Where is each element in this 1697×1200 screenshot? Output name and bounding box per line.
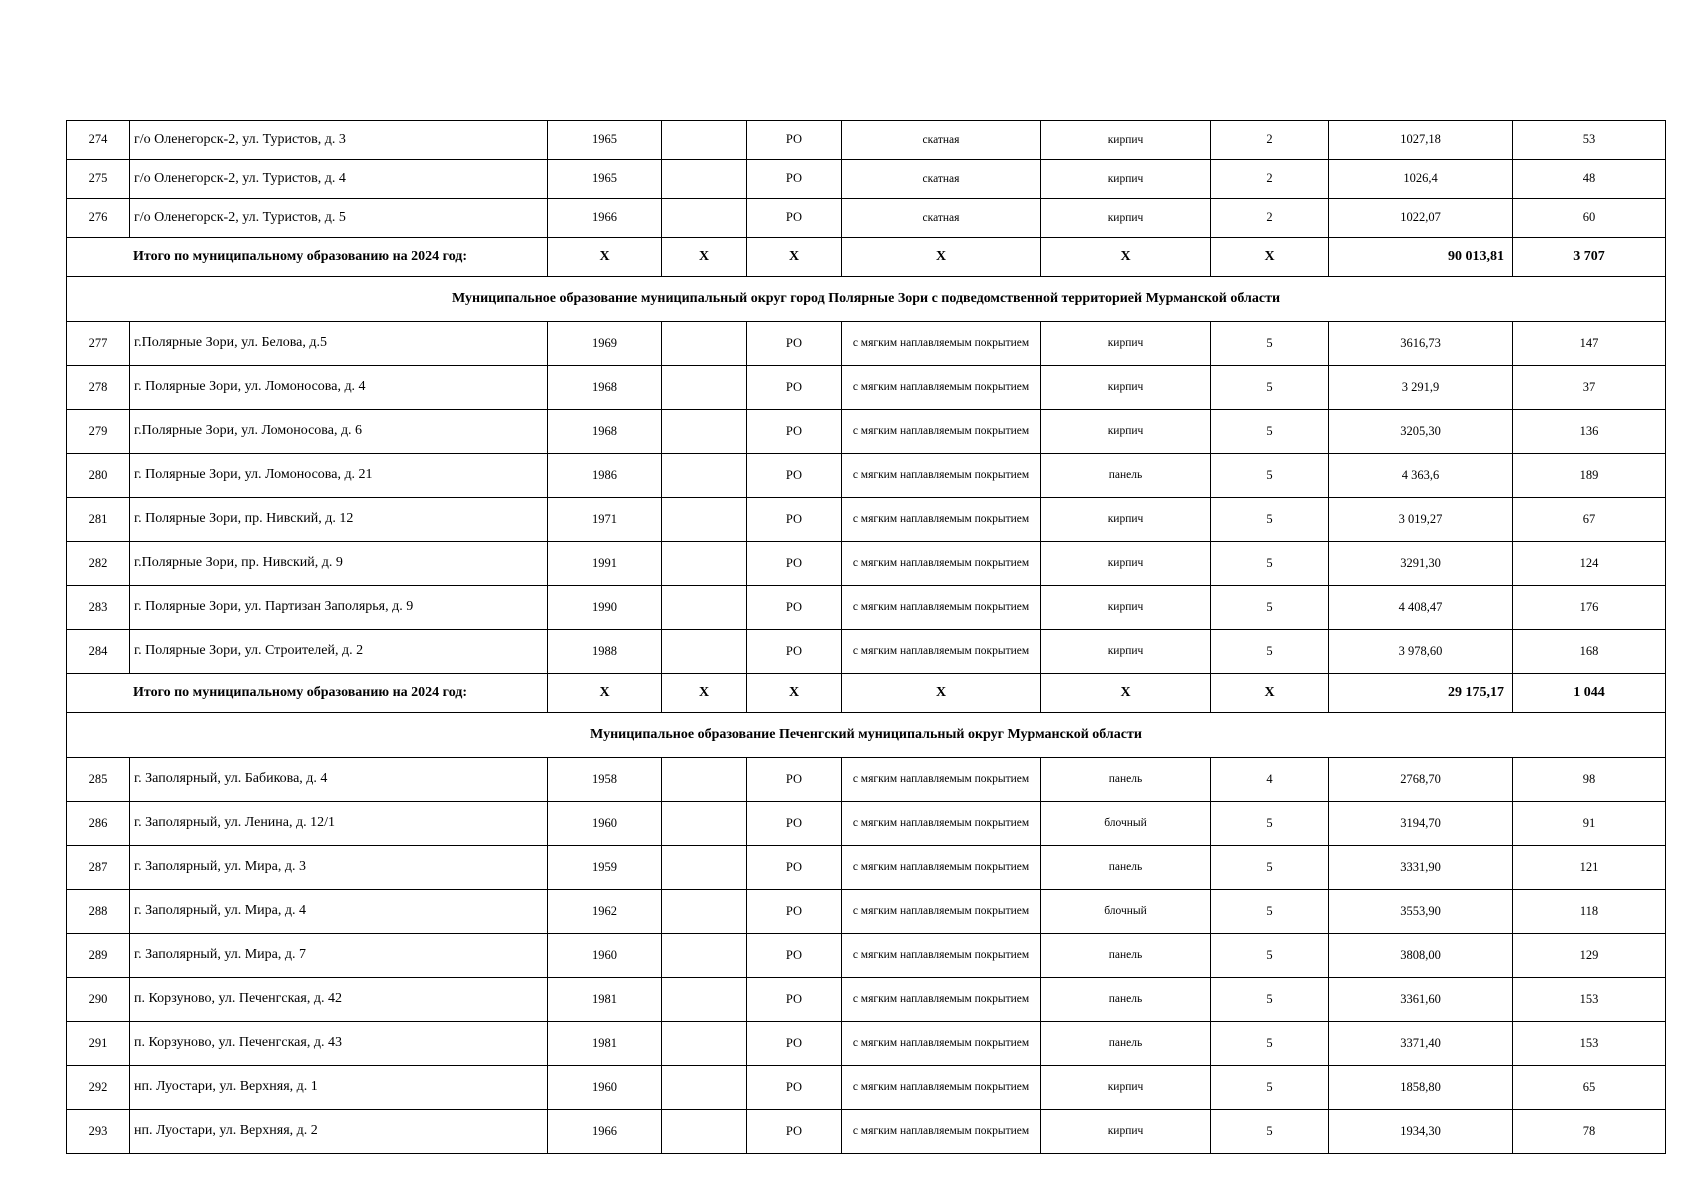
row-number-cell: 280 <box>67 454 130 498</box>
method-cell: РО <box>747 802 842 846</box>
total-area-cell: 90 013,81 <box>1329 238 1513 277</box>
total-mark-cell: X <box>1041 238 1211 277</box>
wall-material-cell: кирпич <box>1041 630 1211 674</box>
area-cell: 3 291,9 <box>1329 366 1513 410</box>
roof-type-cell: с мягким наплавляемым покрытием <box>842 586 1041 630</box>
total-mark-cell: X <box>662 238 747 277</box>
address-cell: г.Полярные Зори, ул. Белова, д.5 <box>130 322 548 366</box>
empty-cell <box>662 586 747 630</box>
total-mark-cell: X <box>842 238 1041 277</box>
year-cell: 1966 <box>548 1110 662 1154</box>
year-cell: 1959 <box>548 846 662 890</box>
floors-cell: 5 <box>1211 1022 1329 1066</box>
residents-cell: 176 <box>1513 586 1666 630</box>
row-number-cell: 286 <box>67 802 130 846</box>
total-mark-cell: X <box>1041 674 1211 713</box>
floors-cell: 5 <box>1211 802 1329 846</box>
method-cell: РО <box>747 366 842 410</box>
floors-cell: 5 <box>1211 454 1329 498</box>
total-residents-cell: 3 707 <box>1513 238 1666 277</box>
year-cell: 1990 <box>548 586 662 630</box>
wall-material-cell: кирпич <box>1041 586 1211 630</box>
area-cell: 3331,90 <box>1329 846 1513 890</box>
residents-cell: 189 <box>1513 454 1666 498</box>
row-number-cell: 274 <box>67 121 130 160</box>
residents-cell: 153 <box>1513 1022 1666 1066</box>
residents-cell: 53 <box>1513 121 1666 160</box>
roof-type-cell: с мягким наплавляемым покрытием <box>842 542 1041 586</box>
roof-type-cell: скатная <box>842 121 1041 160</box>
roof-type-cell: с мягким наплавляемым покрытием <box>842 1110 1041 1154</box>
empty-cell <box>662 1022 747 1066</box>
roof-type-cell: с мягким наплавляемым покрытием <box>842 454 1041 498</box>
total-mark-cell: X <box>842 674 1041 713</box>
year-cell: 1965 <box>548 121 662 160</box>
address-cell: нп. Луостари, ул. Верхняя, д. 2 <box>130 1110 548 1154</box>
table-row <box>67 542 1666 586</box>
residents-cell: 136 <box>1513 410 1666 454</box>
row-number-cell: 288 <box>67 890 130 934</box>
year-cell: 1988 <box>548 630 662 674</box>
residents-cell: 129 <box>1513 934 1666 978</box>
area-cell: 3291,30 <box>1329 542 1513 586</box>
empty-cell <box>662 322 747 366</box>
empty-cell <box>662 160 747 199</box>
row-number-cell: 279 <box>67 410 130 454</box>
floors-cell: 5 <box>1211 1066 1329 1110</box>
wall-material-cell: панель <box>1041 454 1211 498</box>
area-cell: 3361,60 <box>1329 978 1513 1022</box>
method-cell: РО <box>747 1110 842 1154</box>
wall-material-cell: блочный <box>1041 802 1211 846</box>
table-row <box>67 890 1666 934</box>
floors-cell: 5 <box>1211 890 1329 934</box>
method-cell: РО <box>747 199 842 238</box>
residents-cell: 121 <box>1513 846 1666 890</box>
year-cell: 1971 <box>548 498 662 542</box>
year-cell: 1991 <box>548 542 662 586</box>
row-number-cell: 282 <box>67 542 130 586</box>
address-cell: г/о Оленегорск-2, ул. Туристов, д. 5 <box>130 199 548 238</box>
table-row <box>67 454 1666 498</box>
wall-material-cell: кирпич <box>1041 1066 1211 1110</box>
method-cell: РО <box>747 846 842 890</box>
row-number-cell: 284 <box>67 630 130 674</box>
floors-cell: 5 <box>1211 366 1329 410</box>
method-cell: РО <box>747 890 842 934</box>
empty-cell <box>662 454 747 498</box>
method-cell: РО <box>747 498 842 542</box>
year-cell: 1986 <box>548 454 662 498</box>
total-label: Итого по муниципальному образованию на 2024 год: <box>67 674 548 713</box>
method-cell: РО <box>747 978 842 1022</box>
address-cell: г. Полярные Зори, пр. Нивский, д. 12 <box>130 498 548 542</box>
address-cell: г. Полярные Зори, ул. Строителей, д. 2 <box>130 630 548 674</box>
floors-cell: 5 <box>1211 542 1329 586</box>
wall-material-cell: панель <box>1041 758 1211 802</box>
total-residents-cell: 1 044 <box>1513 674 1666 713</box>
method-cell: РО <box>747 322 842 366</box>
method-cell: РО <box>747 586 842 630</box>
wall-material-cell: панель <box>1041 846 1211 890</box>
empty-cell <box>662 934 747 978</box>
year-cell: 1960 <box>548 802 662 846</box>
roof-type-cell: скатная <box>842 199 1041 238</box>
empty-cell <box>662 498 747 542</box>
residents-cell: 65 <box>1513 1066 1666 1110</box>
housing-register-table <box>66 120 1666 1154</box>
roof-type-cell: с мягким наплавляемым покрытием <box>842 802 1041 846</box>
residents-cell: 118 <box>1513 890 1666 934</box>
total-area-cell: 29 175,17 <box>1329 674 1513 713</box>
residents-cell: 37 <box>1513 366 1666 410</box>
address-cell: г. Заполярный, ул. Мира, д. 4 <box>130 890 548 934</box>
floors-cell: 5 <box>1211 630 1329 674</box>
empty-cell <box>662 978 747 1022</box>
area-cell: 2768,70 <box>1329 758 1513 802</box>
total-mark-cell: X <box>1211 238 1329 277</box>
roof-type-cell: с мягким наплавляемым покрытием <box>842 758 1041 802</box>
year-cell: 1960 <box>548 934 662 978</box>
table-row <box>67 199 1666 238</box>
table-row <box>67 630 1666 674</box>
address-cell: г. Заполярный, ул. Бабикова, д. 4 <box>130 758 548 802</box>
year-cell: 1981 <box>548 978 662 1022</box>
roof-type-cell: с мягким наплавляемым покрытием <box>842 630 1041 674</box>
residents-cell: 168 <box>1513 630 1666 674</box>
wall-material-cell: кирпич <box>1041 1110 1211 1154</box>
residents-cell: 67 <box>1513 498 1666 542</box>
residents-cell: 98 <box>1513 758 1666 802</box>
total-mark-cell: X <box>747 674 842 713</box>
empty-cell <box>662 410 747 454</box>
area-cell: 3 019,27 <box>1329 498 1513 542</box>
total-row <box>67 238 1666 277</box>
area-cell: 3205,30 <box>1329 410 1513 454</box>
table-body <box>67 121 1666 1154</box>
method-cell: РО <box>747 410 842 454</box>
method-cell: РО <box>747 1022 842 1066</box>
address-cell: п. Корзуново, ул. Печенгская, д. 43 <box>130 1022 548 1066</box>
area-cell: 1022,07 <box>1329 199 1513 238</box>
section-header-row <box>67 713 1666 758</box>
empty-cell <box>662 630 747 674</box>
area-cell: 1026,4 <box>1329 160 1513 199</box>
total-mark-cell: X <box>662 674 747 713</box>
table-row <box>67 366 1666 410</box>
address-cell: нп. Луостари, ул. Верхняя, д. 1 <box>130 1066 548 1110</box>
wall-material-cell: кирпич <box>1041 322 1211 366</box>
area-cell: 1858,80 <box>1329 1066 1513 1110</box>
wall-material-cell: панель <box>1041 1022 1211 1066</box>
year-cell: 1966 <box>548 199 662 238</box>
area-cell: 4 408,47 <box>1329 586 1513 630</box>
method-cell: РО <box>747 454 842 498</box>
method-cell: РО <box>747 121 842 160</box>
address-cell: г/о Оленегорск-2, ул. Туристов, д. 4 <box>130 160 548 199</box>
floors-cell: 2 <box>1211 121 1329 160</box>
total-mark-cell: X <box>548 238 662 277</box>
address-cell: г. Заполярный, ул. Мира, д. 3 <box>130 846 548 890</box>
floors-cell: 5 <box>1211 410 1329 454</box>
floors-cell: 5 <box>1211 586 1329 630</box>
row-number-cell: 281 <box>67 498 130 542</box>
row-number-cell: 285 <box>67 758 130 802</box>
floors-cell: 5 <box>1211 978 1329 1022</box>
residents-cell: 124 <box>1513 542 1666 586</box>
row-number-cell: 289 <box>67 934 130 978</box>
wall-material-cell: кирпич <box>1041 121 1211 160</box>
address-cell: г.Полярные Зори, пр. Нивский, д. 9 <box>130 542 548 586</box>
address-cell: г. Полярные Зори, ул. Ломоносова, д. 21 <box>130 454 548 498</box>
roof-type-cell: с мягким наплавляемым покрытием <box>842 978 1041 1022</box>
empty-cell <box>662 758 747 802</box>
empty-cell <box>662 366 747 410</box>
area-cell: 3808,00 <box>1329 934 1513 978</box>
table-row <box>67 160 1666 199</box>
row-number-cell: 293 <box>67 1110 130 1154</box>
floors-cell: 2 <box>1211 160 1329 199</box>
address-cell: г/о Оленегорск-2, ул. Туристов, д. 3 <box>130 121 548 160</box>
table-row <box>67 978 1666 1022</box>
method-cell: РО <box>747 630 842 674</box>
area-cell: 4 363,6 <box>1329 454 1513 498</box>
roof-type-cell: с мягким наплавляемым покрытием <box>842 322 1041 366</box>
table-row <box>67 846 1666 890</box>
table-row <box>67 802 1666 846</box>
area-cell: 3 978,60 <box>1329 630 1513 674</box>
table-row <box>67 1066 1666 1110</box>
area-cell: 3616,73 <box>1329 322 1513 366</box>
year-cell: 1965 <box>548 160 662 199</box>
year-cell: 1962 <box>548 890 662 934</box>
section-title: Муниципальное образование Печенгский муниципальный округ Мурманской области <box>67 713 1666 758</box>
table-row <box>67 498 1666 542</box>
floors-cell: 5 <box>1211 322 1329 366</box>
row-number-cell: 278 <box>67 366 130 410</box>
residents-cell: 147 <box>1513 322 1666 366</box>
row-number-cell: 275 <box>67 160 130 199</box>
area-cell: 3371,40 <box>1329 1022 1513 1066</box>
empty-cell <box>662 1066 747 1110</box>
roof-type-cell: с мягким наплавляемым покрытием <box>842 410 1041 454</box>
method-cell: РО <box>747 542 842 586</box>
year-cell: 1968 <box>548 410 662 454</box>
residents-cell: 78 <box>1513 1110 1666 1154</box>
row-number-cell: 292 <box>67 1066 130 1110</box>
row-number-cell: 291 <box>67 1022 130 1066</box>
wall-material-cell: кирпич <box>1041 498 1211 542</box>
row-number-cell: 276 <box>67 199 130 238</box>
table-row <box>67 322 1666 366</box>
empty-cell <box>662 1110 747 1154</box>
residents-cell: 60 <box>1513 199 1666 238</box>
roof-type-cell: с мягким наплавляемым покрытием <box>842 498 1041 542</box>
total-mark-cell: X <box>548 674 662 713</box>
year-cell: 1969 <box>548 322 662 366</box>
floors-cell: 2 <box>1211 199 1329 238</box>
address-cell: г.Полярные Зори, ул. Ломоносова, д. 6 <box>130 410 548 454</box>
empty-cell <box>662 121 747 160</box>
floors-cell: 4 <box>1211 758 1329 802</box>
address-cell: г. Заполярный, ул. Ленина, д. 12/1 <box>130 802 548 846</box>
floors-cell: 5 <box>1211 498 1329 542</box>
table-row <box>67 1110 1666 1154</box>
floors-cell: 5 <box>1211 934 1329 978</box>
residents-cell: 91 <box>1513 802 1666 846</box>
year-cell: 1960 <box>548 1066 662 1110</box>
floors-cell: 5 <box>1211 1110 1329 1154</box>
wall-material-cell: панель <box>1041 934 1211 978</box>
wall-material-cell: кирпич <box>1041 199 1211 238</box>
area-cell: 1027,18 <box>1329 121 1513 160</box>
roof-type-cell: с мягким наплавляемым покрытием <box>842 846 1041 890</box>
wall-material-cell: кирпич <box>1041 542 1211 586</box>
method-cell: РО <box>747 1066 842 1110</box>
table-row <box>67 1022 1666 1066</box>
total-row <box>67 674 1666 713</box>
table-row <box>67 934 1666 978</box>
total-label: Итого по муниципальному образованию на 2024 год: <box>67 238 548 277</box>
row-number-cell: 283 <box>67 586 130 630</box>
wall-material-cell: кирпич <box>1041 366 1211 410</box>
row-number-cell: 290 <box>67 978 130 1022</box>
residents-cell: 153 <box>1513 978 1666 1022</box>
roof-type-cell: скатная <box>842 160 1041 199</box>
wall-material-cell: панель <box>1041 978 1211 1022</box>
table-row <box>67 586 1666 630</box>
year-cell: 1958 <box>548 758 662 802</box>
address-cell: г. Полярные Зори, ул. Партизан Заполярья, д. 9 <box>130 586 548 630</box>
empty-cell <box>662 802 747 846</box>
roof-type-cell: с мягким наплавляемым покрытием <box>842 1066 1041 1110</box>
empty-cell <box>662 542 747 586</box>
method-cell: РО <box>747 160 842 199</box>
address-cell: п. Корзуново, ул. Печенгская, д. 42 <box>130 978 548 1022</box>
area-cell: 3194,70 <box>1329 802 1513 846</box>
address-cell: г. Полярные Зори, ул. Ломоносова, д. 4 <box>130 366 548 410</box>
roof-type-cell: с мягким наплавляемым покрытием <box>842 890 1041 934</box>
residents-cell: 48 <box>1513 160 1666 199</box>
total-mark-cell: X <box>747 238 842 277</box>
empty-cell <box>662 890 747 934</box>
address-cell: г. Заполярный, ул. Мира, д. 7 <box>130 934 548 978</box>
total-mark-cell: X <box>1211 674 1329 713</box>
method-cell: РО <box>747 934 842 978</box>
empty-cell <box>662 199 747 238</box>
empty-cell <box>662 846 747 890</box>
table-row <box>67 121 1666 160</box>
table-row <box>67 758 1666 802</box>
roof-type-cell: с мягким наплавляемым покрытием <box>842 366 1041 410</box>
row-number-cell: 277 <box>67 322 130 366</box>
area-cell: 3553,90 <box>1329 890 1513 934</box>
table-row <box>67 410 1666 454</box>
wall-material-cell: блочный <box>1041 890 1211 934</box>
roof-type-cell: с мягким наплавляемым покрытием <box>842 1022 1041 1066</box>
year-cell: 1968 <box>548 366 662 410</box>
section-header-row <box>67 277 1666 322</box>
floors-cell: 5 <box>1211 846 1329 890</box>
wall-material-cell: кирпич <box>1041 160 1211 199</box>
row-number-cell: 287 <box>67 846 130 890</box>
wall-material-cell: кирпич <box>1041 410 1211 454</box>
roof-type-cell: с мягким наплавляемым покрытием <box>842 934 1041 978</box>
year-cell: 1981 <box>548 1022 662 1066</box>
section-title: Муниципальное образование муниципальный округ город Полярные Зори с подведомственной территорией Мурманской области <box>67 277 1666 322</box>
method-cell: РО <box>747 758 842 802</box>
area-cell: 1934,30 <box>1329 1110 1513 1154</box>
